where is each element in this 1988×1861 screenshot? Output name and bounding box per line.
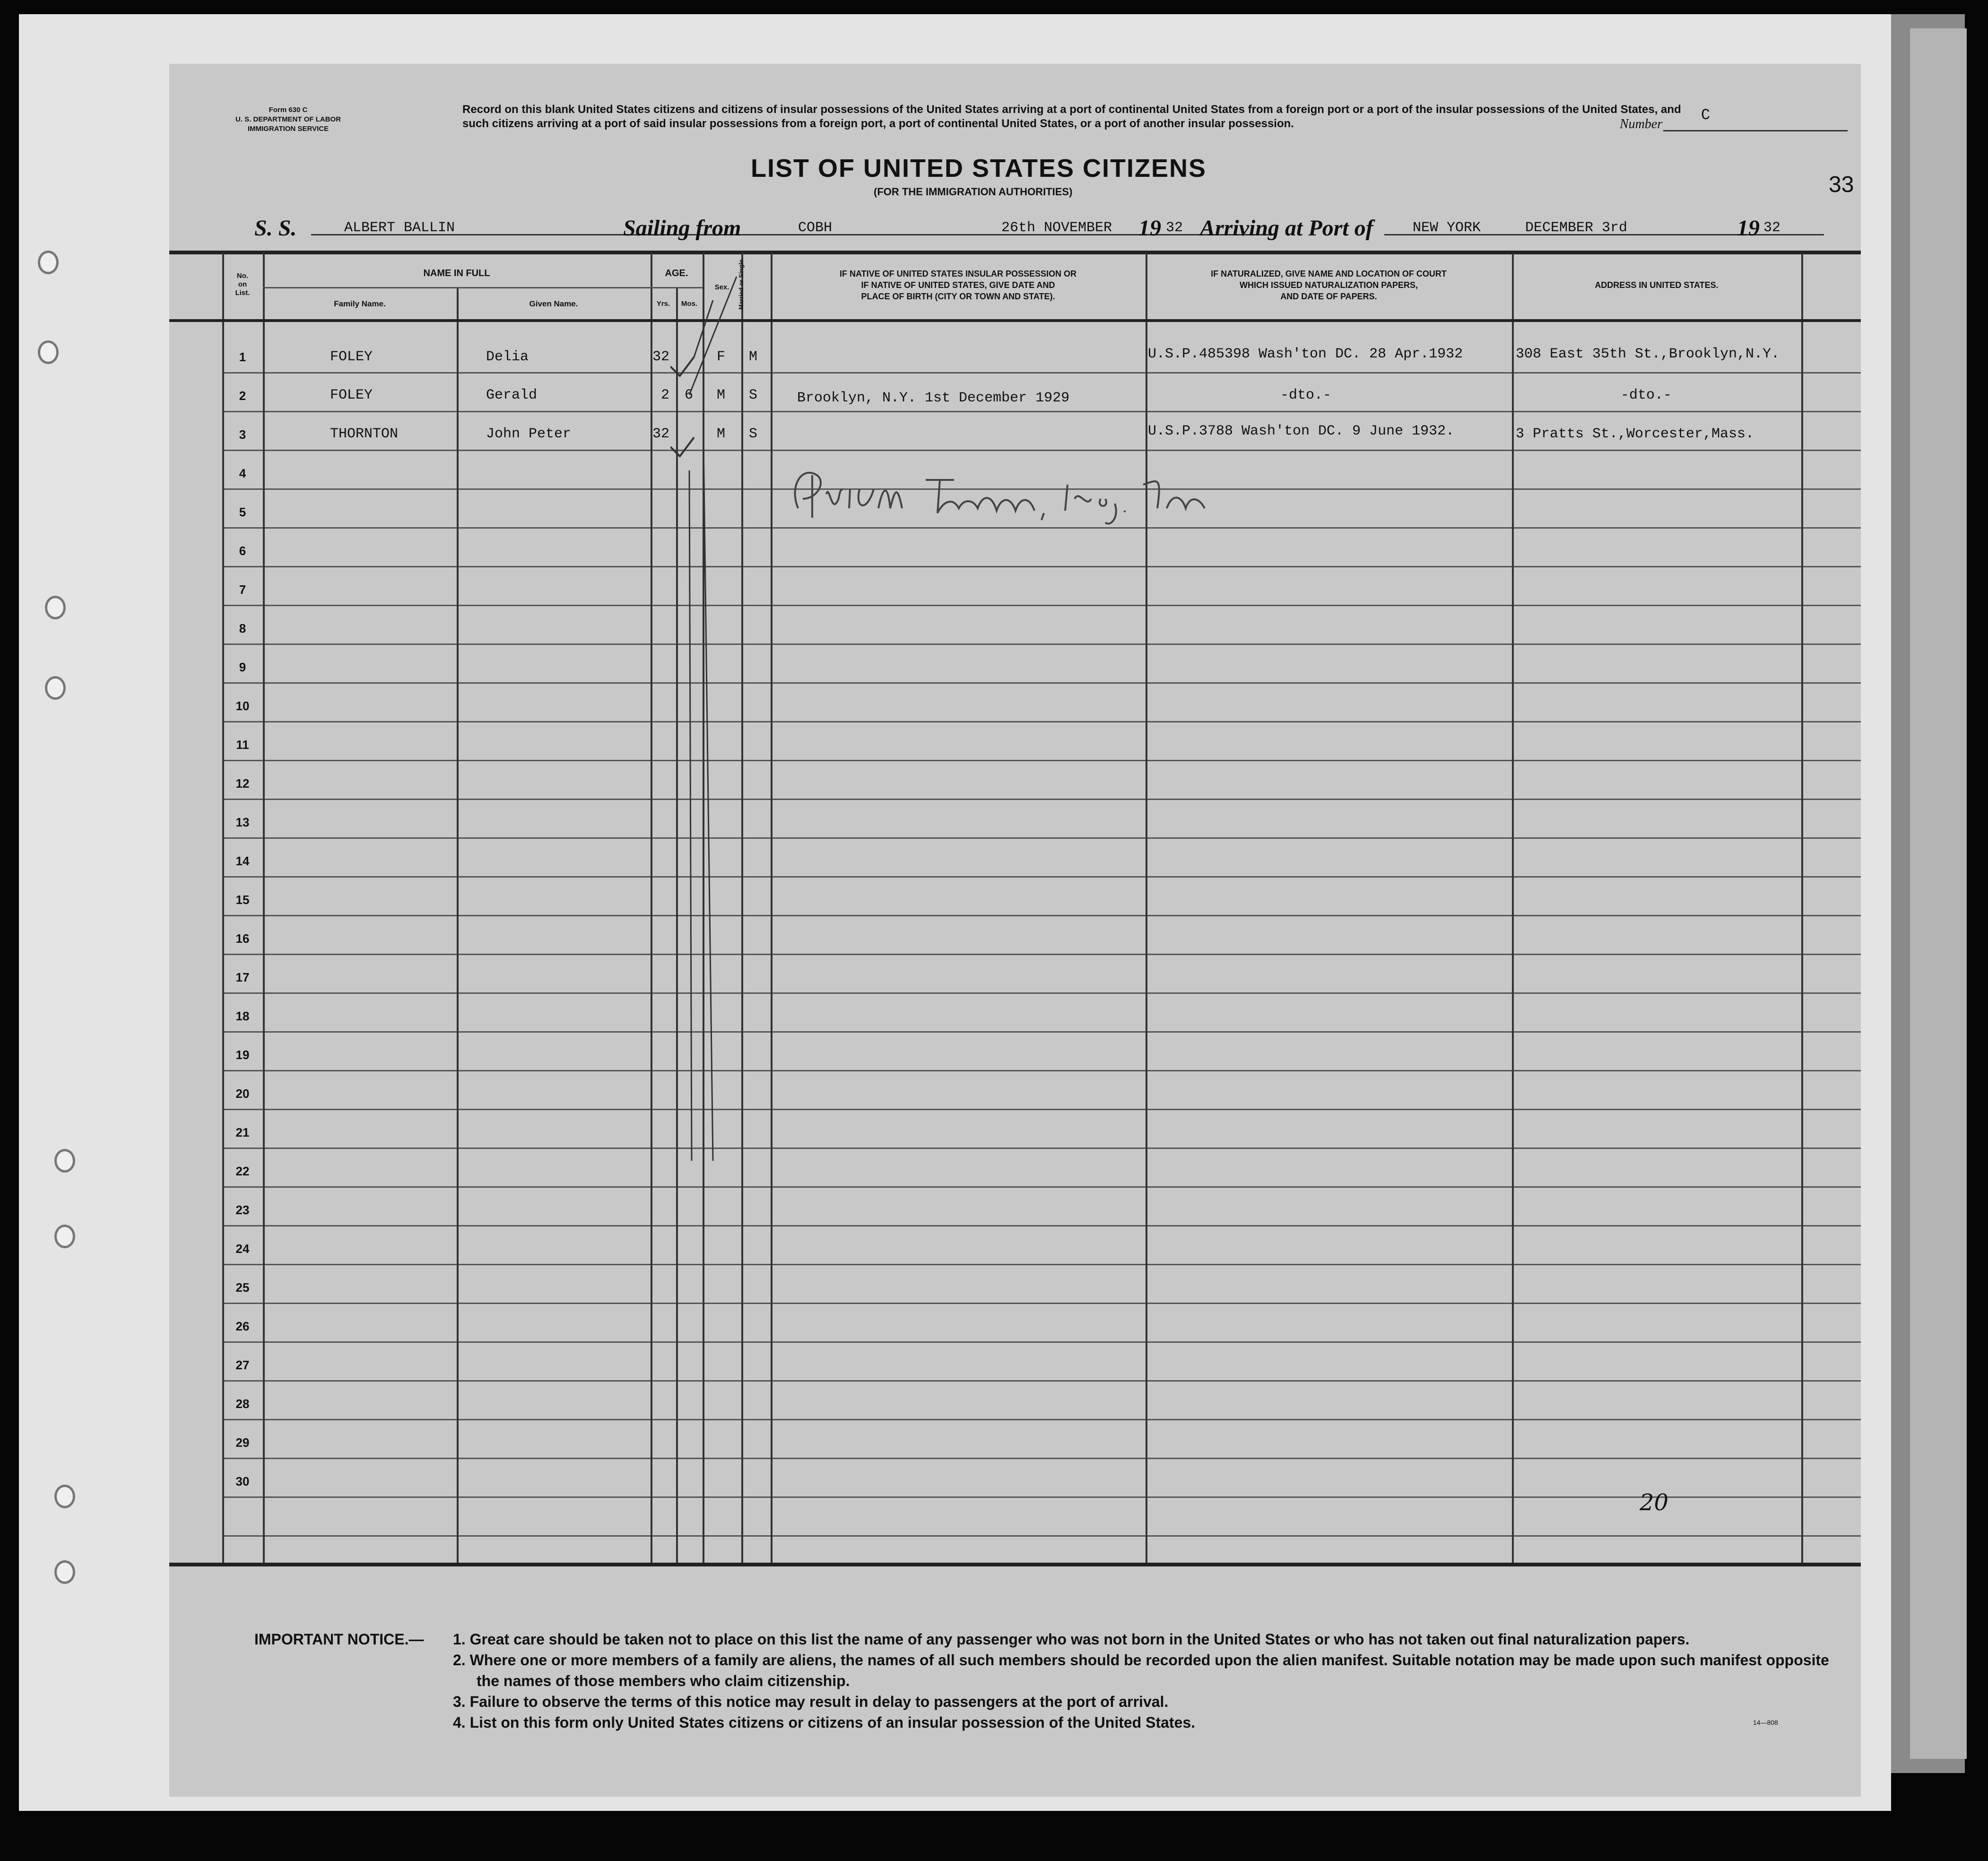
port-to: NEW YORK: [1413, 220, 1481, 236]
row-rule: [222, 915, 1861, 916]
row-rule: [222, 1458, 1861, 1459]
row-rule: [222, 1225, 1861, 1226]
ship-name: ALBERT BALLIN: [344, 220, 455, 236]
ledger-page: [19, 14, 1891, 1811]
row-number: 27: [235, 1358, 250, 1372]
header-bottom-rule: [169, 319, 1861, 322]
us-address: -dto.-: [1621, 387, 1672, 403]
sailing-label: Sailing from: [623, 216, 741, 241]
header-yrs: Yrs.: [656, 300, 670, 308]
notice-item: 2. Where one or more members of a family are aliens, the names of all such members should be recorded upon the alien manifest. Suitable notation may be made upon such manifest opposite the names of those members who claim citizenship.: [453, 1652, 1829, 1689]
row-number: 13: [235, 815, 250, 829]
us-address: 308 East 35th St.,Brooklyn,N.Y.: [1516, 346, 1780, 362]
col-rule: [771, 253, 773, 1563]
binder-hole: [45, 596, 66, 619]
arrive-date: DECEMBER 3rd: [1525, 220, 1628, 236]
header-birth-line: IF NATIVE OF UNITED STATES INSULAR POSSESSION OR: [839, 269, 1077, 278]
row-rule: [222, 372, 1861, 374]
header-name-in-full: NAME IN FULL: [423, 268, 490, 278]
header-married-single: Married or Single.: [738, 258, 745, 310]
row-number: 2: [239, 389, 246, 403]
row-number: 20: [235, 1087, 250, 1101]
row-number: 18: [235, 1009, 250, 1023]
given-name: Gerald: [486, 387, 538, 403]
col-rule: [263, 253, 265, 1563]
row-number: 9: [239, 660, 246, 674]
family-name: FOLEY: [330, 349, 373, 365]
header-family-name: Family Name.: [334, 299, 386, 308]
ss-label: S. S.: [254, 216, 297, 241]
row-rule: [222, 644, 1861, 645]
header-no-on-list: [222, 272, 263, 297]
row-number: 5: [239, 505, 246, 519]
naturalization: -dto.-: [1280, 387, 1332, 403]
row-rule: [222, 1303, 1861, 1304]
birth-place-date: Brooklyn, N.Y. 1st December 1929: [797, 390, 1070, 406]
header-birth-line: IF NATIVE OF UNITED STATES, GIVE DATE AND: [861, 280, 1055, 290]
citizen-list-form: [169, 64, 1861, 1797]
check-mark: [670, 357, 694, 376]
col-rule: [1512, 253, 1514, 1563]
col-rule: [457, 287, 459, 1563]
back-page-edge: [1910, 28, 1967, 1759]
row-number: 10: [235, 699, 250, 713]
row-rule: [222, 1148, 1861, 1149]
footer-count: 20: [1640, 1489, 1669, 1516]
row-number: 28: [235, 1397, 250, 1411]
inspector-signature: [784, 456, 1209, 532]
marital-status: S: [749, 387, 758, 403]
given-name: John Peter: [486, 426, 572, 442]
family-name: THORNTON: [330, 426, 399, 442]
row-number: 8: [239, 621, 246, 635]
pen-stroke: [703, 442, 713, 1161]
row-rule: [222, 1070, 1861, 1071]
binder-hole: [38, 340, 59, 364]
arriving-label: Arriving at Port of: [1200, 216, 1373, 241]
row-number: 6: [239, 544, 246, 558]
row-number: 12: [235, 776, 250, 791]
row-rule: [222, 682, 1861, 684]
arrive-year-prefix: 19: [1737, 216, 1760, 241]
notice-item: 1. Great care should be taken not to place on this list the name of any passenger who was not born in the United States or who has not taken out final naturalization papers.: [453, 1631, 1690, 1648]
header-no: No.: [236, 272, 249, 280]
header-naturalized-line: WHICH ISSUED NATURALIZATION PAPERS,: [1240, 280, 1418, 290]
header-age: AGE.: [665, 268, 688, 278]
sex: M: [717, 387, 726, 403]
row-rule: [222, 837, 1861, 839]
row-number: 11: [236, 738, 249, 752]
notice-list: [453, 1629, 1852, 1733]
depart-year-prefix: 19: [1138, 216, 1161, 241]
row-rule: [222, 566, 1861, 567]
pen-stroke: [689, 277, 737, 395]
header-naturalized-line: AND DATE OF PAPERS.: [1280, 292, 1377, 301]
row-rule: [222, 411, 1861, 412]
depart-date: 26th NOVEMBER: [1001, 220, 1112, 236]
row-rule: [222, 1419, 1861, 1420]
row-number: 7: [239, 583, 246, 597]
row-number: 30: [235, 1474, 250, 1488]
check-mark: [670, 437, 694, 456]
row-rule: [222, 760, 1861, 761]
row-number: 1: [239, 350, 246, 364]
form-service: IMMIGRATION SERVICE: [247, 125, 329, 133]
marital-status: S: [749, 426, 758, 442]
age-years: 32: [652, 349, 670, 365]
record-instructions: Record on this blank United States citizens and citizens of insular possessions of the United States arriving at a port of continental United States from a foreign port or a port of the insular possessions of the United States, and such citizens arriving at a port of said insular possessions from a foreign port, a port of continental United States, or a port of another insular possession.: [462, 103, 1681, 130]
row-rule: [222, 1031, 1861, 1033]
notice-item: 4. List on this form only United States citizens or citizens of an insular possession of the United States.: [453, 1714, 1196, 1731]
row-number: 29: [235, 1435, 250, 1450]
binder-hole: [54, 1149, 75, 1173]
row-rule: [222, 1264, 1861, 1265]
binder-hole: [54, 1560, 75, 1584]
header-birth: [771, 268, 1146, 302]
port-from: COBH: [798, 220, 833, 236]
table-bottom-rule: [169, 1563, 1861, 1566]
form-department: U. S. DEPARTMENT OF LABOR: [235, 115, 341, 123]
col-rule: [651, 253, 652, 1563]
binder-hole: [54, 1485, 75, 1508]
depart-year: 32: [1166, 220, 1183, 236]
age-months: 6: [685, 387, 694, 403]
naturalization: U.S.P.485398 Wash'ton DC. 28 Apr.1932: [1148, 346, 1463, 362]
number-label: Number: [1620, 117, 1663, 131]
sex: M: [717, 426, 726, 442]
header-mos: Mos.: [681, 300, 698, 308]
header-naturalized: [1146, 268, 1512, 302]
number-line: [1663, 130, 1848, 131]
header-given-name: Given Name.: [529, 299, 578, 308]
row-rule: [222, 1380, 1861, 1382]
row-rule: [222, 1535, 1861, 1537]
notice-heading: IMPORTANT NOTICE.—: [254, 1631, 424, 1648]
marital-status: M: [749, 349, 758, 365]
row-number: 4: [239, 466, 246, 480]
row-rule: [222, 954, 1861, 955]
sex: F: [717, 349, 726, 365]
row-rule: [222, 1496, 1861, 1498]
number-value: C: [1701, 106, 1710, 124]
row-rule: [222, 992, 1861, 994]
form-print-code: 14—808: [1753, 1719, 1778, 1726]
header-on: on: [238, 280, 247, 288]
row-number: 3: [239, 427, 246, 442]
binder-hole: [45, 676, 66, 700]
row-number: 15: [235, 893, 250, 907]
form-title: LIST OF UNITED STATES CITIZENS: [751, 154, 1207, 183]
col-rule: [1801, 253, 1803, 1563]
header-subrule: [263, 287, 651, 288]
page-number: 33: [1829, 172, 1854, 197]
header-sex: Sex.: [714, 283, 729, 291]
binder-hole: [38, 251, 59, 274]
notice-item: 3. Failure to observe the terms of this notice may result in delay to passengers at the port of arrival.: [453, 1693, 1169, 1710]
header-naturalized-line: IF NATURALIZED, GIVE NAME AND LOCATION OF COURT: [1211, 269, 1447, 278]
binder-hole: [54, 1225, 75, 1248]
arrive-year: 32: [1763, 220, 1781, 236]
table-top-rule: [169, 251, 1861, 254]
age-years: 32: [652, 426, 670, 442]
pen-stroke: [694, 300, 713, 357]
row-rule: [222, 1109, 1861, 1110]
row-rule: [222, 876, 1861, 878]
row-number: 26: [235, 1319, 250, 1333]
form-number: Form 630 C: [269, 106, 308, 114]
row-number: 16: [235, 931, 250, 946]
row-rule: [222, 1186, 1861, 1188]
row-number: 14: [235, 854, 250, 868]
age-years: 2: [661, 387, 670, 403]
row-number: 23: [235, 1203, 250, 1217]
row-number: 24: [235, 1242, 250, 1256]
row-number: 19: [235, 1048, 250, 1062]
check-marks: [670, 272, 758, 1170]
family-name: FOLEY: [330, 387, 373, 403]
header-birth-line: PLACE OF BIRTH (CITY OR TOWN AND STATE).: [861, 292, 1055, 301]
form-subtitle: (FOR THE IMMIGRATION AUTHORITIES): [874, 186, 1073, 198]
us-address: 3 Pratts St.,Worcester,Mass.: [1516, 426, 1754, 442]
row-number: 22: [235, 1164, 250, 1178]
pen-stroke: [689, 470, 692, 1161]
row-rule: [222, 799, 1861, 800]
row-rule: [222, 1341, 1861, 1343]
row-rule: [222, 450, 1861, 451]
col-rule: [1146, 253, 1147, 1563]
row-number: 21: [235, 1125, 250, 1139]
header-address: ADDRESS IN UNITED STATES.: [1595, 280, 1719, 290]
naturalization: U.S.P.3788 Wash'ton DC. 9 June 1932.: [1148, 423, 1455, 439]
row-rule: [222, 605, 1861, 606]
form-identifier: [235, 105, 341, 134]
row-number: 25: [235, 1280, 250, 1295]
header-list: List.: [235, 289, 250, 297]
row-number: 17: [235, 970, 250, 984]
row-rule: [222, 721, 1861, 722]
given-name: Delia: [486, 349, 529, 365]
